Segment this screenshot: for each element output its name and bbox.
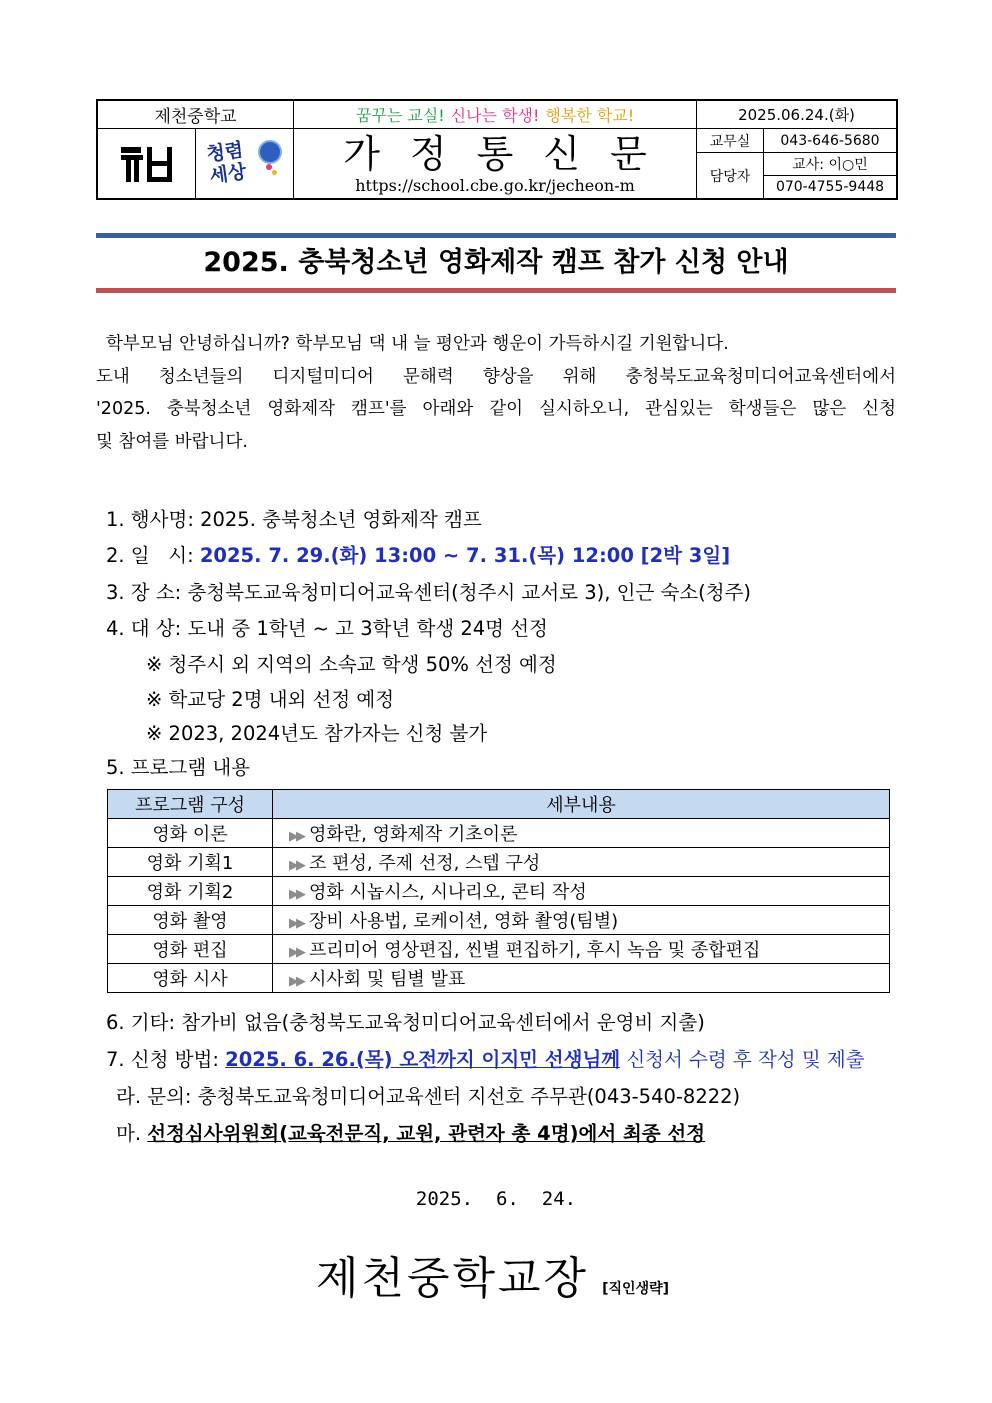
program-name: 영화 이론 (108, 819, 273, 848)
item-contact: 라. 문의: 충청북도교육청미디어교육센터 지선호 주무관(043-540-8222) (116, 1085, 741, 1108)
header-table (96, 99, 898, 200)
program-name: 영화 시사 (108, 964, 273, 993)
program-detail: 시사회 및 팀별 발표 (309, 969, 466, 990)
issue-date: 2025.06.24.(화) (697, 101, 896, 129)
item-apply-label: 7. 신청 방법: (106, 1048, 226, 1071)
seal-note: [직인생략] (602, 1281, 670, 1297)
intro-line-2: 도내 청소년들의 디지털미디어 문해력 향상을 위해 충청북도교육청미디어교육센터에서 (96, 366, 896, 387)
double-arrow-icon: ▶▶ (289, 829, 303, 844)
program-detail: 영화 시놉시스, 시나리오, 콘티 작성 (309, 882, 587, 903)
signer-name: 제천중학교장 (316, 1253, 590, 1304)
signature-block (316, 1242, 669, 1306)
program-detail-cell (273, 819, 890, 848)
office-phone: 043-646-5680 (764, 129, 896, 153)
item-schedule-value: 2025. 7. 29.(화) 13:00 ~ 7. 31.(목) 12:00 [2박 3일] (199, 544, 731, 567)
table-row (108, 877, 890, 906)
manager-label: 담당자 (697, 153, 764, 198)
footer-date: 2025. 6. 24. (415, 1188, 577, 1210)
table-row (108, 848, 890, 877)
item-event-name: 1. 행사명: 2025. 충북청소년 영화제작 캠프 (106, 508, 482, 531)
table-row (108, 964, 890, 993)
program-name: 영화 기획1 (108, 848, 273, 877)
program-table (107, 789, 890, 993)
header-program: 프로그램 구성 (108, 790, 273, 819)
teacher-phone: 070-4755-9448 (775, 179, 885, 195)
double-arrow-icon: ▶▶ (289, 887, 303, 902)
item-schedule-label: 2. 일 시: (106, 544, 200, 567)
school-slogan (294, 101, 697, 129)
program-detail-cell (273, 964, 890, 993)
program-detail-cell (273, 877, 890, 906)
office-label: 교무실 (697, 129, 764, 153)
newsletter-title-cell (294, 129, 697, 198)
table-row (108, 906, 890, 935)
program-detail: 영화란, 영화제작 기초이론 (309, 824, 518, 845)
slogan-part-1: 꿈꾸는 교실! (355, 106, 445, 125)
item-apply-rest: 신청서 수령 후 작성 및 제출 (620, 1048, 865, 1071)
program-detail-cell (273, 935, 890, 964)
table-row (108, 935, 890, 964)
integrity-logo-icon (196, 129, 294, 198)
program-name: 영화 편집 (108, 935, 273, 964)
program-detail: 장비 사용법, 로케이션, 영화 촬영(팀별) (309, 911, 619, 932)
school-logo-icon (98, 129, 196, 198)
double-arrow-icon: ▶▶ (289, 916, 303, 931)
item-apply (106, 1045, 865, 1075)
program-detail-cell (273, 848, 890, 877)
slogan-part-2: 신나는 학생! (450, 106, 540, 125)
item-schedule (106, 541, 730, 571)
note-3: ※ 2023, 2024년도 참가자는 신청 불가 (146, 722, 488, 745)
double-arrow-icon: ▶▶ (289, 974, 303, 989)
item-selection-value: 선정심사위원회(교육전문직, 교원, 관련자 총 4명)에서 최종 선정 (147, 1122, 706, 1145)
program-name: 영화 기획2 (108, 877, 273, 906)
header-detail: 세부내용 (273, 790, 890, 819)
intro-line-3: '2025. 충북청소년 영화제작 캠프'를 아래와 같이 실시하오니, 관심있는 학생들은 많은 신청 (96, 399, 896, 419)
item-target: 4. 대 상: 도내 중 1학년 ~ 고 3학년 학생 24명 선정 (106, 617, 548, 640)
slogan-part-3: 행복한 학교! (545, 106, 635, 125)
item-apply-deadline: 2025. 6. 26.(목) 오전까지 이지민 선생님께 (225, 1048, 621, 1071)
double-arrow-icon: ▶▶ (289, 945, 303, 960)
program-name: 영화 촬영 (108, 906, 273, 935)
table-row (108, 819, 890, 848)
item-etc: 6. 기타: 참가비 없음(충청북도교육청미디어교육센터에서 운영비 지출) (106, 1011, 705, 1034)
item-selection (116, 1119, 705, 1149)
item-location: 3. 장 소: 충청북도교육청미디어교육센터(청주시 교서로 3), 인근 숙소(청주) (106, 581, 752, 604)
newsletter-title: 가정통신문 (343, 131, 677, 176)
intro-line-4: 및 참여를 바랍니다. (96, 431, 248, 452)
school-name: 제천중학교 (98, 101, 294, 129)
item-selection-label: 마. (116, 1122, 148, 1145)
note-2: ※ 학교당 2명 내외 선정 예정 (146, 688, 395, 711)
teacher-name: 교사: 이○민 (764, 153, 896, 176)
title-bottom-rule (96, 288, 896, 293)
intro-line-1: 학부모님 안녕하십니까? 학부모님 댁 내 늘 평안과 행운이 가득하시길 기원합니다. (106, 334, 729, 354)
title-top-rule (96, 233, 896, 238)
document-title: 2025. 충북청소년 영화제작 캠프 참가 신청 안내 (203, 247, 789, 278)
program-detail: 프리미어 영상편집, 씬별 편집하기, 후시 녹음 및 종합편집 (309, 940, 761, 961)
intro-paragraph (96, 328, 896, 458)
table-header-row (108, 790, 890, 819)
double-arrow-icon: ▶▶ (289, 858, 303, 873)
item-program: 5. 프로그램 내용 (106, 756, 251, 779)
program-detail-cell (273, 906, 890, 935)
school-url[interactable]: https://school.cbe.go.kr/jecheon-m (355, 175, 635, 195)
note-1: ※ 청주시 외 지역의 소속교 학생 50% 선정 예정 (146, 653, 557, 676)
program-detail: 조 편성, 주제 선정, 스텝 구성 (309, 853, 541, 874)
integrity-logo-text: 청렴세상 (204, 138, 248, 188)
